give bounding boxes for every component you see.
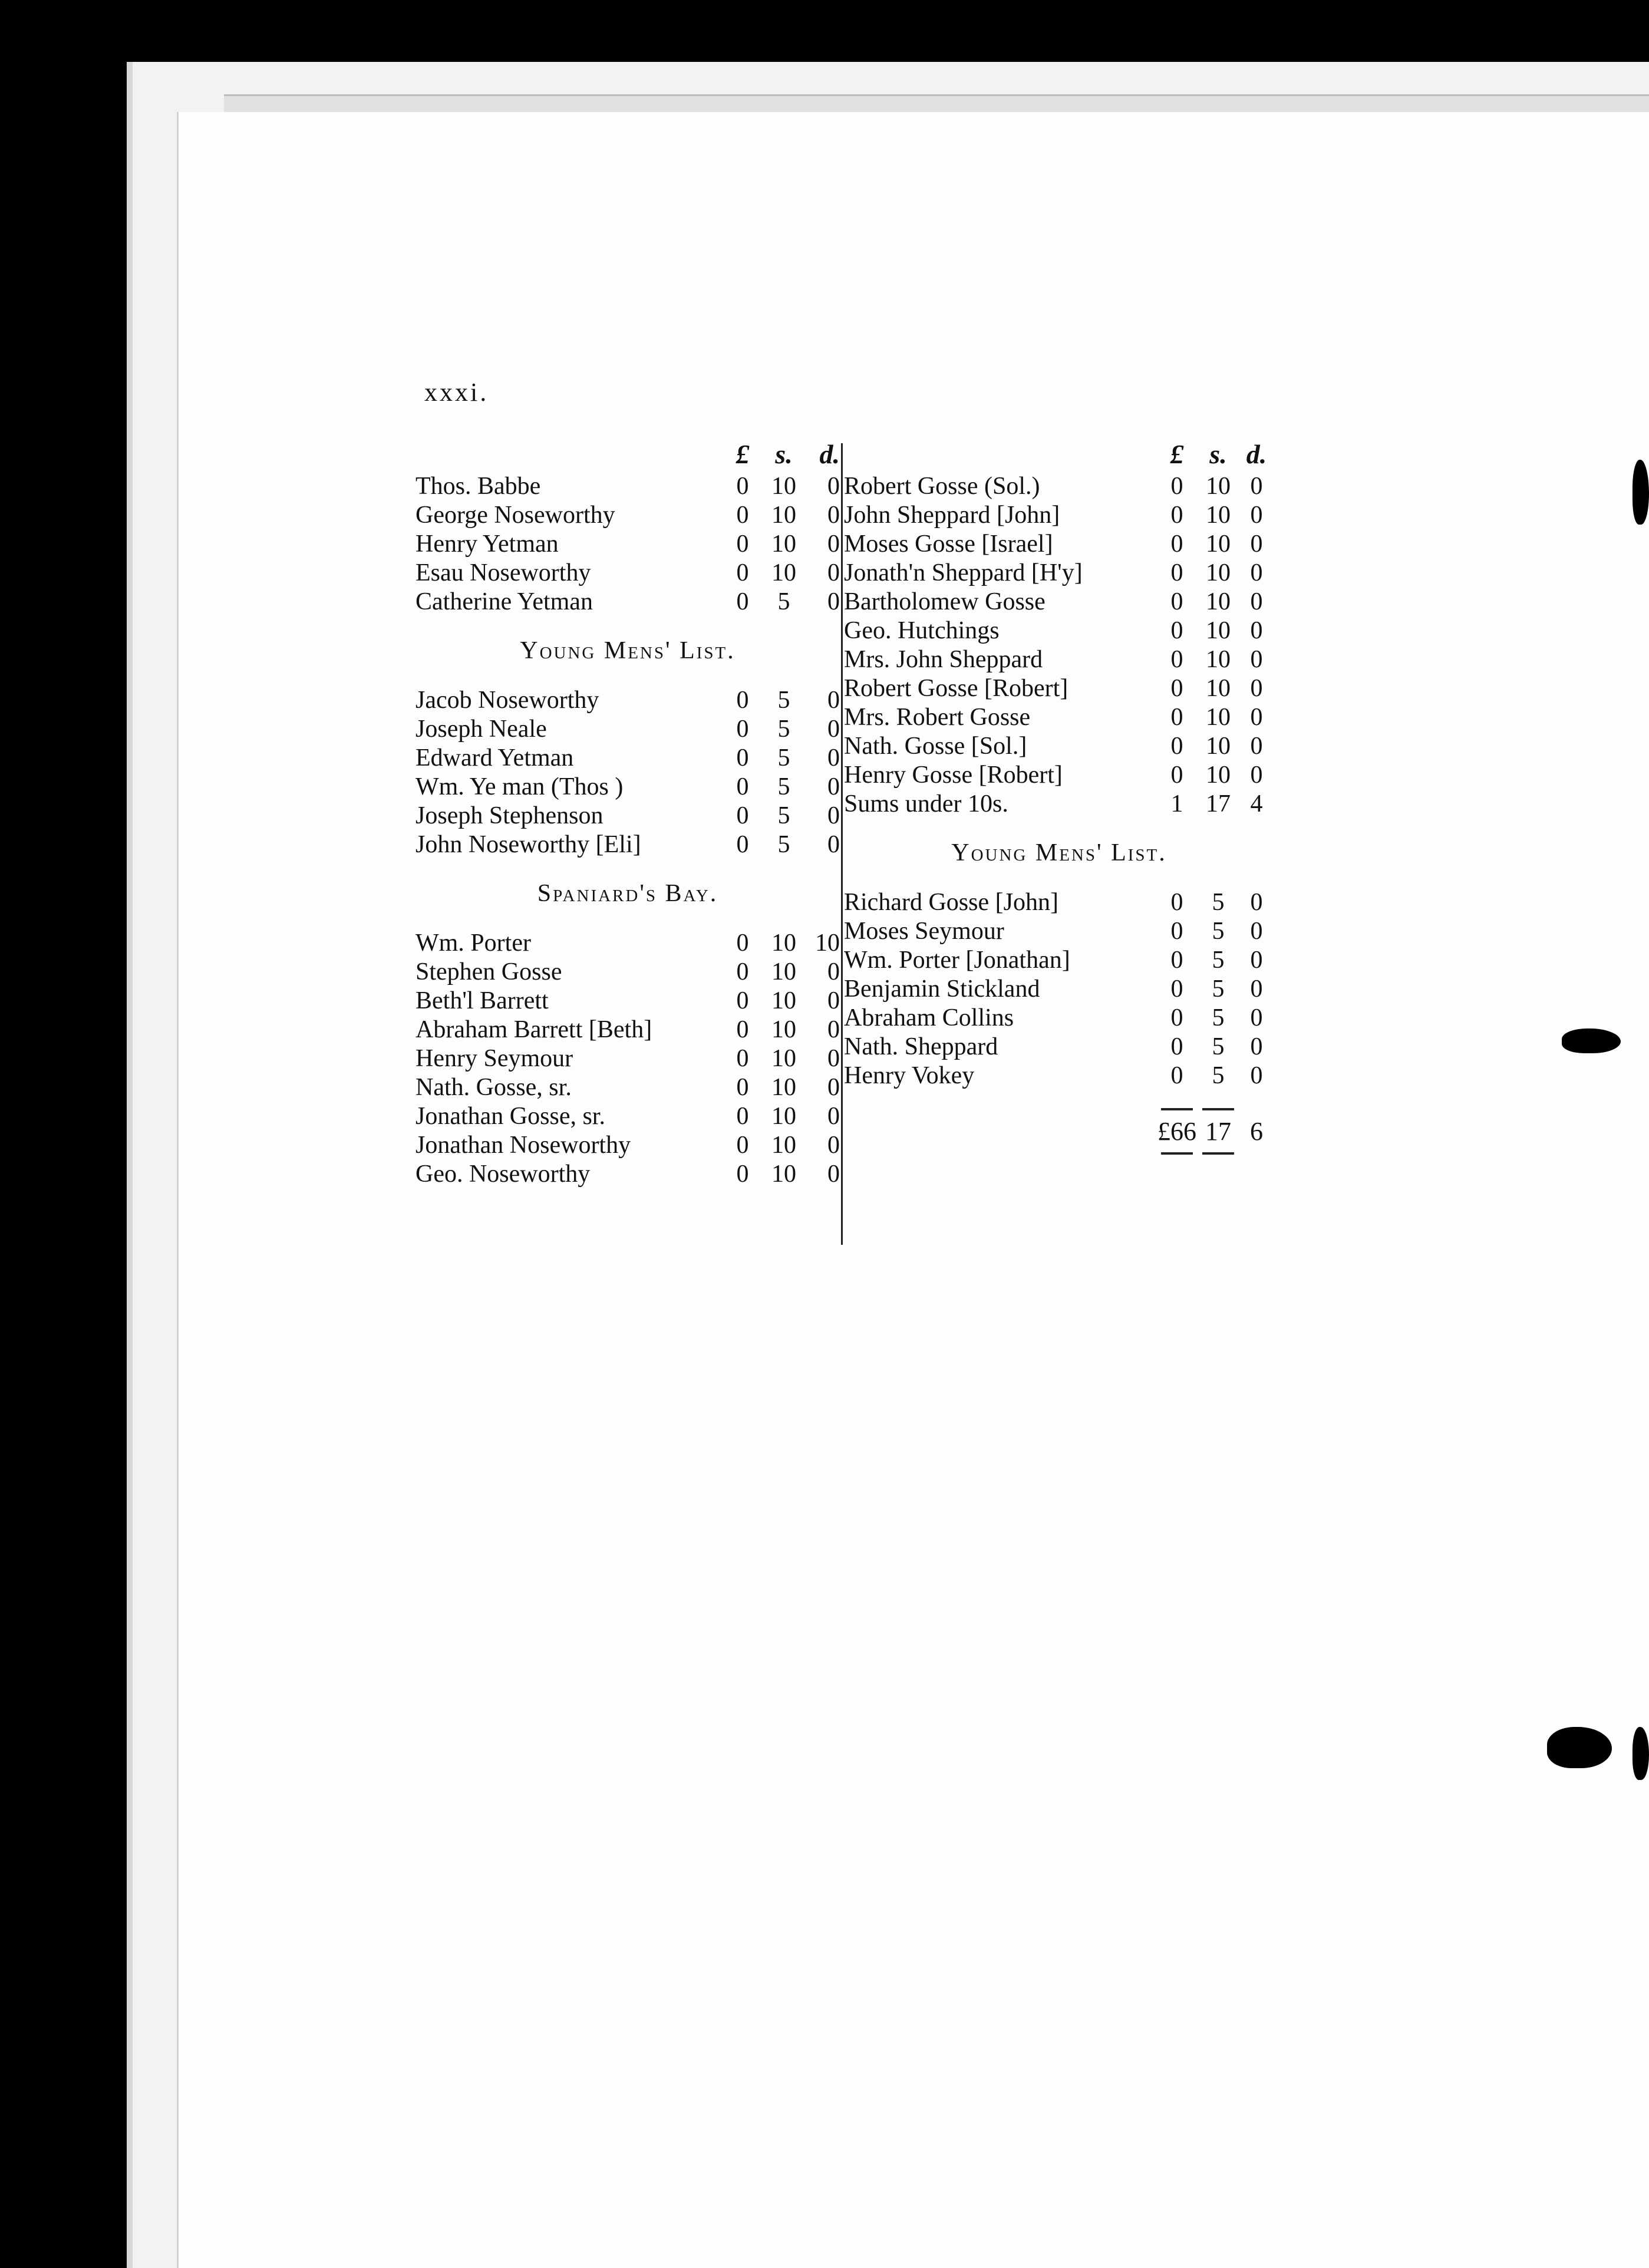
pounds-amount: 0 <box>736 1160 749 1188</box>
shillings-amount: 10 <box>771 1160 796 1188</box>
ledger-row <box>415 1044 840 1073</box>
ledger-row <box>844 888 1274 917</box>
shillings-amount: 10 <box>771 958 796 985</box>
pounds-amount: 0 <box>736 530 749 558</box>
pounds-amount: 0 <box>1170 674 1183 702</box>
pence-amount: 0 <box>1250 501 1263 529</box>
pounds-header: £ <box>736 439 750 469</box>
subscriber-name: Jonathan Gosse, sr. <box>415 1102 605 1130</box>
subscriber-name: Geo. Noseworthy <box>415 1160 591 1188</box>
pence-amount: 0 <box>1250 703 1263 731</box>
subscriber-name: Thos. Babbe <box>415 472 541 500</box>
subscriber-name: Moses Gosse [Israel] <box>844 530 1053 558</box>
shillings-amount: 10 <box>1206 588 1231 615</box>
shillings-amount: 5 <box>777 802 790 829</box>
pence-amount: 0 <box>1250 674 1263 702</box>
pounds-amount: 0 <box>736 958 749 985</box>
ledger-row <box>844 645 1274 674</box>
ledger-row <box>415 1159 840 1188</box>
shillings-amount: 5 <box>777 588 790 615</box>
ledger-row <box>415 928 840 957</box>
pence-amount: 0 <box>827 588 840 615</box>
subscriber-name: Joseph Stephenson <box>415 802 603 829</box>
ledger-row <box>415 1102 840 1130</box>
section-title-young-mens-list: Young Mens' List. <box>951 839 1167 866</box>
ledger-row <box>844 760 1274 789</box>
page-edge <box>224 94 1649 114</box>
ledger-row <box>415 1015 840 1044</box>
shillings-amount: 10 <box>771 1016 796 1043</box>
pounds-amount: 0 <box>736 1131 749 1159</box>
ledger-row <box>844 703 1274 731</box>
pounds-amount: 0 <box>1170 946 1183 974</box>
pence-amount: 0 <box>1250 917 1263 945</box>
shillings-amount: 5 <box>1212 1062 1225 1089</box>
subscriber-name: George Noseworthy <box>415 501 615 529</box>
shillings-amount: 5 <box>1212 1004 1225 1031</box>
ledger-row <box>415 1130 840 1159</box>
ledger-row <box>844 587 1274 616</box>
pence-amount: 10 <box>815 929 840 957</box>
ledger-row <box>844 558 1274 587</box>
ledger-row <box>415 529 840 558</box>
subscriber-name: Henry Gosse [Robert] <box>844 761 1063 789</box>
pence-amount: 0 <box>1250 1004 1263 1031</box>
subscriber-name: Joseph Neale <box>415 715 547 743</box>
pounds-amount: 0 <box>736 987 749 1014</box>
right-top-list <box>844 472 1274 818</box>
left-top-list <box>415 472 840 616</box>
subscriber-name: Stephen Gosse <box>415 958 562 985</box>
ledger-row <box>415 587 840 616</box>
shillings-amount: 10 <box>1206 617 1231 644</box>
pence-amount: 0 <box>827 559 840 586</box>
subscriber-name: Nath. Gosse, sr. <box>415 1073 572 1101</box>
left-spaniards-bay-list <box>415 928 840 1188</box>
ledger-row <box>415 743 840 772</box>
shillings-amount: 10 <box>1206 472 1231 500</box>
pounds-amount: 0 <box>1170 917 1183 945</box>
pence-amount: 0 <box>1250 761 1263 789</box>
subscriber-name: Beth'l Barrett <box>415 987 549 1014</box>
subscriber-name: Robert Gosse (Sol.) <box>844 472 1040 500</box>
ledger-row <box>415 986 840 1015</box>
pounds-amount: 0 <box>1170 588 1183 615</box>
pence-amount: 0 <box>1250 472 1263 500</box>
page-number: xxxi. <box>424 378 489 407</box>
pounds-amount: 0 <box>736 773 749 800</box>
pounds-amount: 0 <box>1170 1033 1183 1060</box>
shillings-header: s. <box>775 439 793 469</box>
ink-blot <box>1632 460 1649 525</box>
shillings-amount: 10 <box>771 472 796 500</box>
total-pence: 6 <box>1250 1116 1263 1146</box>
pence-amount: 0 <box>1250 1033 1263 1060</box>
ledger-row <box>844 789 1274 818</box>
pounds-amount: 0 <box>736 802 749 829</box>
pounds-amount: 0 <box>736 1044 749 1072</box>
ledger-row <box>415 1073 840 1102</box>
pence-amount: 0 <box>827 773 840 800</box>
ledger-row <box>844 945 1274 974</box>
ledger-row <box>415 714 840 743</box>
column-divider <box>841 443 843 1245</box>
ledger-row <box>844 731 1274 760</box>
pounds-amount: 0 <box>736 715 749 743</box>
subscriber-name: Robert Gosse [Robert] <box>844 674 1068 702</box>
subscriber-name: Nath. Gosse [Sol.] <box>844 732 1027 760</box>
subscriber-name: Henry Seymour <box>415 1044 573 1072</box>
currency-header <box>844 436 1274 472</box>
pence-amount: 0 <box>827 715 840 743</box>
pence-amount: 0 <box>1250 530 1263 558</box>
shillings-amount: 5 <box>777 773 790 800</box>
pence-amount: 0 <box>1250 617 1263 644</box>
pounds-amount: 1 <box>1170 790 1183 817</box>
subscriber-name: Catherine Yetman <box>415 588 593 615</box>
pence-amount: 0 <box>827 1102 840 1130</box>
shillings-amount: 10 <box>771 1044 796 1072</box>
subscriber-name: John Noseworthy [Eli] <box>415 830 641 858</box>
pence-amount: 0 <box>1250 732 1263 760</box>
subscriber-name: Sums under 10s. <box>844 790 1008 817</box>
pounds-amount: 0 <box>736 830 749 858</box>
ink-blot <box>1547 1727 1612 1768</box>
pence-amount: 0 <box>827 958 840 985</box>
subscriber-name: Edward Yetman <box>415 744 574 772</box>
total-pounds: £66 <box>1157 1116 1196 1146</box>
pence-header: d. <box>1246 439 1267 469</box>
subscriber-name: Jonathan Noseworthy <box>415 1131 631 1159</box>
pence-amount: 0 <box>1250 946 1263 974</box>
pounds-amount: 0 <box>736 686 749 714</box>
ink-blot <box>1632 1727 1649 1780</box>
document-page <box>177 112 1649 2268</box>
ledger-row <box>415 558 840 587</box>
shillings-amount: 10 <box>771 530 796 558</box>
shillings-amount: 5 <box>777 686 790 714</box>
pence-amount: 0 <box>827 1073 840 1101</box>
pounds-amount: 0 <box>736 1073 749 1101</box>
shillings-amount: 10 <box>771 501 796 529</box>
subscriber-name: Abraham Collins <box>844 1004 1014 1031</box>
shillings-amount: 10 <box>1206 761 1231 789</box>
ledger-row <box>844 500 1274 529</box>
ledger-row <box>415 801 840 830</box>
section-title-young-mens-list: Young Mens' List. <box>520 637 736 664</box>
shillings-amount: 5 <box>777 744 790 772</box>
shillings-amount: 10 <box>1206 732 1231 760</box>
pence-amount: 0 <box>827 501 840 529</box>
shillings-amount: 10 <box>1206 501 1231 529</box>
pounds-amount: 0 <box>1170 617 1183 644</box>
ledger-row <box>844 1032 1274 1061</box>
subscriber-name: Jonath'n Sheppard [H'y] <box>844 559 1083 586</box>
pounds-header: £ <box>1170 439 1184 469</box>
subscriber-name: Abraham Barrett [Beth] <box>415 1016 652 1043</box>
pounds-amount: 0 <box>1170 888 1183 916</box>
ledger-row <box>415 830 840 859</box>
ink-blot <box>1562 1028 1621 1053</box>
pounds-amount: 0 <box>736 501 749 529</box>
shillings-amount: 10 <box>1206 559 1231 586</box>
left-young-mens-list <box>415 685 840 859</box>
shillings-amount: 5 <box>1212 946 1225 974</box>
ledger-row <box>844 472 1274 500</box>
pence-amount: 0 <box>827 686 840 714</box>
pence-amount: 0 <box>827 1044 840 1072</box>
pounds-amount: 0 <box>1170 472 1183 500</box>
pence-amount: 0 <box>827 1016 840 1043</box>
shillings-amount: 10 <box>771 1102 796 1130</box>
pounds-amount: 0 <box>736 1102 749 1130</box>
pounds-amount: 0 <box>736 1016 749 1043</box>
ledger-row <box>415 772 840 801</box>
pence-amount: 0 <box>1250 559 1263 586</box>
pence-amount: 0 <box>827 1131 840 1159</box>
subscriber-name: Henry Vokey <box>844 1062 975 1089</box>
ledger-row <box>844 1003 1274 1032</box>
pounds-amount: 0 <box>1170 1004 1183 1031</box>
currency-header <box>415 436 840 472</box>
subscriber-name: Bartholomew Gosse <box>844 588 1046 615</box>
ledger-row <box>844 917 1274 945</box>
subscriber-name: Mrs. Robert Gosse <box>844 703 1031 731</box>
subscriber-name: Geo. Hutchings <box>844 617 1000 644</box>
shillings-amount: 10 <box>771 929 796 957</box>
pence-amount: 0 <box>1250 588 1263 615</box>
right-column <box>844 436 1274 1149</box>
ledger-row <box>844 529 1274 558</box>
pounds-amount: 0 <box>736 472 749 500</box>
subscriber-name: Nath. Sheppard <box>844 1033 998 1060</box>
subscriber-name: Wm. Ye man (Thos ) <box>415 773 624 800</box>
ledger-row <box>415 472 840 500</box>
right-young-mens-list <box>844 888 1274 1090</box>
pounds-amount: 0 <box>736 559 749 586</box>
subscriber-name: Henry Yetman <box>415 530 559 558</box>
shillings-amount: 5 <box>1212 975 1225 1003</box>
pounds-amount: 0 <box>1170 1062 1183 1089</box>
pounds-amount: 0 <box>1170 975 1183 1003</box>
shillings-amount: 10 <box>1206 674 1231 702</box>
pence-amount: 0 <box>827 472 840 500</box>
shillings-amount: 5 <box>777 715 790 743</box>
shillings-amount: 10 <box>771 1073 796 1101</box>
pence-amount: 0 <box>827 744 840 772</box>
pounds-amount: 0 <box>1170 501 1183 529</box>
subscriber-name: Jacob Noseworthy <box>415 686 599 714</box>
ledger-row <box>415 685 840 714</box>
shillings-amount: 5 <box>777 830 790 858</box>
shillings-amount: 17 <box>1206 790 1231 817</box>
pounds-amount: 0 <box>1170 559 1183 586</box>
subscriber-name: Richard Gosse [John] <box>844 888 1058 916</box>
ledger-row <box>415 500 840 529</box>
left-column <box>415 436 840 1188</box>
shillings-header: s. <box>1209 439 1227 469</box>
grand-total-row <box>844 1113 1274 1149</box>
pence-amount: 0 <box>827 830 840 858</box>
pence-amount: 0 <box>1250 975 1263 1003</box>
shillings-amount: 5 <box>1212 1033 1225 1060</box>
section-title-spaniards-bay: Spaniard's Bay. <box>537 880 718 907</box>
pence-amount: 4 <box>1250 790 1263 817</box>
ledger-row <box>844 974 1274 1003</box>
ledger-row <box>844 1061 1274 1090</box>
pence-amount: 0 <box>827 987 840 1014</box>
shillings-amount: 10 <box>1206 530 1231 558</box>
subscriber-name: Esau Noseworthy <box>415 559 591 586</box>
shillings-amount: 10 <box>771 559 796 586</box>
subscriber-name: Benjamin Stickland <box>844 975 1040 1003</box>
pence-header: d. <box>819 439 840 469</box>
pounds-amount: 0 <box>736 929 749 957</box>
shillings-amount: 5 <box>1212 917 1225 945</box>
ledger-row <box>844 616 1274 645</box>
shillings-amount: 10 <box>771 1131 796 1159</box>
shillings-amount: 10 <box>1206 703 1231 731</box>
shillings-amount: 5 <box>1212 888 1225 916</box>
pence-amount: 0 <box>827 1160 840 1188</box>
pence-amount: 0 <box>1250 645 1263 673</box>
total-shillings: 17 <box>1198 1116 1239 1146</box>
pence-amount: 0 <box>827 802 840 829</box>
pence-amount: 0 <box>1250 1062 1263 1089</box>
ledger-row <box>415 957 840 986</box>
shillings-amount: 10 <box>1206 645 1231 673</box>
subscriber-name: Moses Seymour <box>844 917 1004 945</box>
pounds-amount: 0 <box>1170 761 1183 789</box>
pounds-amount: 0 <box>736 588 749 615</box>
subscriber-name: Wm. Porter <box>415 929 531 957</box>
pounds-amount: 0 <box>1170 530 1183 558</box>
shillings-amount: 10 <box>771 987 796 1014</box>
subscriber-name: John Sheppard [John] <box>844 501 1060 529</box>
pounds-amount: 0 <box>1170 703 1183 731</box>
pence-amount: 0 <box>1250 888 1263 916</box>
subscriber-name: Mrs. John Sheppard <box>844 645 1043 673</box>
pounds-amount: 0 <box>736 744 749 772</box>
ledger-row <box>844 674 1274 703</box>
pounds-amount: 0 <box>1170 732 1183 760</box>
pence-amount: 0 <box>827 530 840 558</box>
pounds-amount: 0 <box>1170 645 1183 673</box>
subscriber-name: Wm. Porter [Jonathan] <box>844 946 1070 974</box>
